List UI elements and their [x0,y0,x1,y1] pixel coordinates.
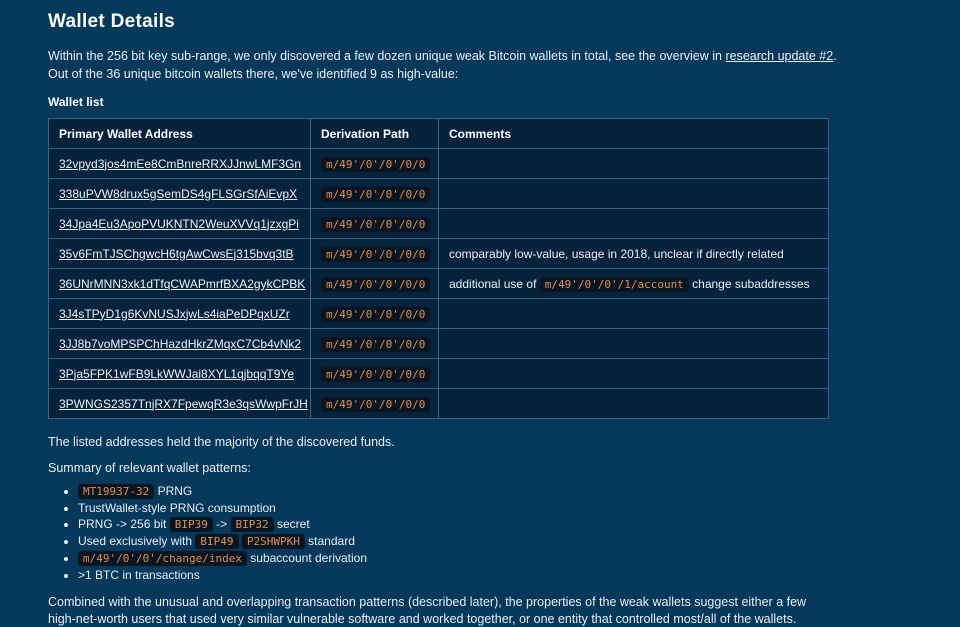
bip49-code: BIP49 [195,534,238,549]
derivation-path-code: m/49'/0'/0'/0/0 [321,337,430,352]
intro-text-before-link: Within the 256 bit key sub-range, we only discovered a few dozen unique weak Bitcoin wallets in total, see the overview in [48,49,726,63]
table-row [49,179,829,209]
wallet-address-link[interactable]: 32vpyd3jos4mEe8CmBnreRRXJJnwLMF3Gn [59,156,302,171]
derivation-path-code: m/49'/0'/0'/0/0 [321,247,430,262]
wallet-address-link[interactable]: 3JJ8b7voMPSPChHazdHkrZMqxC7Cb4vNk2 [59,336,302,351]
wallet-table [48,118,829,419]
bip39-code: BIP39 [170,517,213,532]
table-row [49,329,829,359]
table-row [49,149,829,179]
wallet-address-link[interactable]: 34Jpa4Eu3ApoPVUKNTN2WeuXVVq1jzxgPi [59,216,299,231]
pattern-item-standard [78,533,912,550]
pattern-text: standard [304,534,355,548]
funds-note: The listed addresses held the majority of the discovered funds. [48,435,395,449]
table-header-row [49,119,829,149]
derivation-path-code: m/49'/0'/0'/0/0 [321,217,430,232]
pattern-item-trustwallet [78,500,912,516]
pattern-text: -> [212,517,231,531]
patterns-list [48,483,912,583]
comment-text: change subaddresses [688,276,810,291]
col-header-derivation-path: Derivation Path [311,119,439,149]
table-row [49,359,829,389]
col-header-address: Primary Wallet Address [49,119,311,149]
pattern-text: PRNG [154,484,193,498]
derivation-path-code: m/49'/0'/0'/0/0 [321,187,430,202]
derivation-path-code: m/49'/0'/0'/0/0 [321,277,430,292]
table-row [49,299,829,329]
pattern-item-prng [78,483,912,500]
comment-text: additional use of [449,276,540,291]
intro-text-after-link: . [833,49,837,63]
derivation-scheme-code: m/49'/0'/0'/change/index [78,551,247,566]
bip32-code: BIP32 [231,517,274,532]
comment-inline-code: m/49'/0'/0'/1/account [540,277,689,292]
derivation-path-code: m/49'/0'/0'/0/0 [321,397,430,412]
pattern-item-bip [78,516,912,533]
wallet-list-label: Wallet list [48,95,104,109]
p2shwpkh-code: P2SHWPKH [242,534,305,549]
conclusion-paragraph: Combined with the unusual and overlapping transaction patterns (described later), the properties of the weak wallets suggest either a few high-net-worth users that used very similar vulnerable software and worked together, or one entity that controlled most/all of the wallets. [48,595,807,626]
comment-text: comparably low-value, usage in 2018, unclear if directly related [449,246,784,261]
table-row [49,269,829,299]
intro-paragraph [48,47,912,83]
pattern-text: secret [273,517,310,531]
pattern-item-btc [78,567,912,583]
col-header-comments: Comments [439,119,829,149]
wallet-address-link[interactable]: 338uPVW8drux5gSemDS4gFLSGrSfAiEvpX [59,186,298,201]
derivation-path-code: m/49'/0'/0'/0/0 [321,367,430,382]
patterns-heading: Summary of relevant wallet patterns: [48,461,251,475]
pattern-text: >1 BTC in transactions [78,568,200,582]
pattern-text: subaccount derivation [246,551,368,565]
wallet-address-link[interactable]: 3Pja5FPK1wFB9LkWWJai8XYL1qjbqqT9Ye [59,366,295,381]
derivation-path-code: m/49'/0'/0'/0/0 [321,307,430,322]
table-row [49,389,829,419]
wallet-address-link[interactable]: 36UNrMNN3xk1dTfqCWAPmrfBXA2gykCPBK [59,276,306,291]
derivation-path-code: m/49'/0'/0'/0/0 [321,157,430,172]
table-row [49,209,829,239]
pattern-text: Used exclusively with [78,534,196,548]
wallet-address-link[interactable]: 3PWNGS2357TnjRX7FpewqR3e3qsWwpFrJH [59,396,308,411]
wallet-address-link[interactable]: 3J4sTPyD1g6KvNUSJxjwLs4iaPeDPqxUZr [59,306,290,321]
pattern-text: TrustWallet-style PRNG consumption [78,501,276,515]
page-title: Wallet Details [48,11,176,32]
wallet-address-link[interactable]: 35v6FmTJSChgwcH6tgAwCwsEj315bvq3tB [59,246,294,261]
research-update-link[interactable]: research update #2 [725,49,834,63]
pattern-item-derivation [78,550,912,567]
prng-code: MT19937-32 [78,484,154,499]
table-row [49,239,829,269]
pattern-text: PRNG -> 256 bit [78,517,170,531]
intro-line2: Out of the 36 unique bitcoin wallets there, we've identified 9 as high-value: [48,67,459,81]
